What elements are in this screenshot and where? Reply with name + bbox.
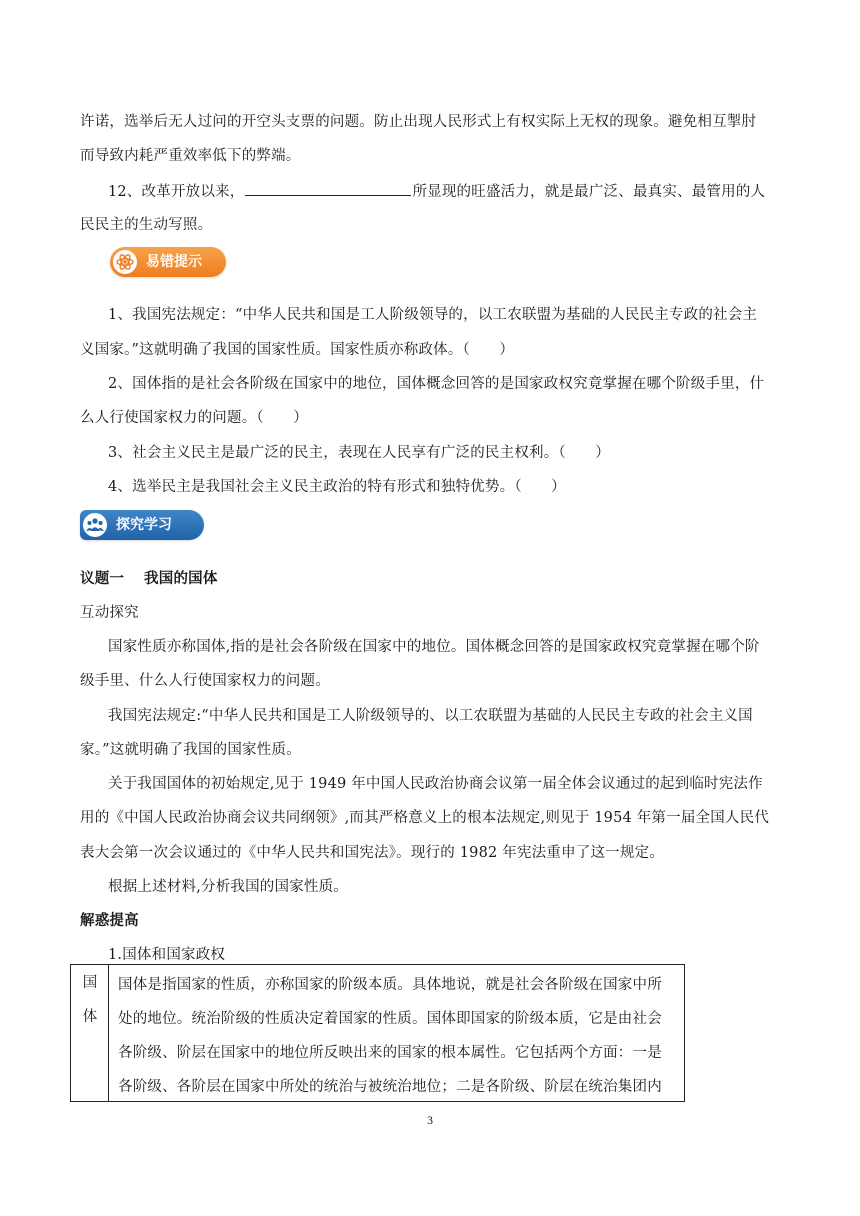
mistakes-badge-label: 易错提示 [146,254,202,270]
item-12-suffix: 所显现的旺盛活力，就是最广泛、最真实、最管用的人 [412,184,766,200]
section-title: 解惑提高 [80,913,139,929]
table-cell-line: 各阶级、各阶层在国家中所处的统治与被统治地位；二是各阶级、阶层在统治集团内 [118,1079,662,1095]
paragraph-3-line-2: 用的《中国人民政治协商会议共同纲领》,而其严格意义上的根本法规定,则见于 1954 年第一届全国人民代 [80,810,770,826]
paragraph-3-line-1: 关于我国国体的初始规定,见于 1949 年中国人民政治协商会议第一届全体会议通过的起到临时宪法作 [108,776,763,792]
item-12-line-2: 民民主的生动写照。 [80,217,213,233]
mistakes-badge [110,247,226,277]
mistake-1-line-2: 义国家。”这就明确了我国的国家性质。国家性质亦称政体。（ ） [80,342,515,358]
table-header-char-1: 国 [82,975,98,991]
table-header-char-2: 体 [82,1009,98,1025]
topic-subtitle: 互动探究 [80,605,139,621]
fill-in-blank[interactable] [245,181,411,196]
paragraph-2-line-2: 家。”这就明确了我国的国家性质。 [80,742,301,758]
item-12-prefix: 12、改革开放以来， [108,184,245,200]
table-divider [108,965,109,1101]
paragraph-4: 根据上述材料,分析我国的国家性质。 [108,879,349,895]
mistake-1-line-1: 1、我国宪法规定：“中华人民共和国是工人阶级领导的，以工农联盟为基础的人民民主专政的社会主 [108,307,758,323]
paragraph-1-line-1: 国家性质亦称国体,指的是社会各阶级在国家中的地位。国体概念回答的是国家政权究竟掌握在哪个阶 [108,639,760,655]
section-subtitle: 1.国体和国家政权 [108,947,226,963]
atom-icon [113,250,137,274]
topic-title: 议题一 我国的国体 [80,571,218,587]
page-number: 3 [427,1113,433,1127]
paragraph-1-line-2: 级手里、什么人行使国家权力的问题。 [80,673,330,689]
concept-table [70,964,685,1102]
paragraph-2-line-1: 我国宪法规定:“中华人民共和国是工人阶级领导的、以工农联盟为基础的人民民主专政的社会主义国 [108,708,753,724]
intro-line-2: 而导致内耗严重效率低下的弊端。 [80,148,301,164]
mistake-2-line-2: 么人行使国家权力的问题。（ ） [80,410,308,426]
explore-badge [80,510,204,540]
table-cell-line: 国体是指国家的性质，亦称国家的阶级本质。具体地说，就是社会各阶级在国家中所 [118,977,662,993]
explore-badge-label: 探究学习 [116,517,172,533]
table-cell-line: 各阶级、阶层在国家中的地位所反映出来的国家的根本属性。它包括两个方面：一是 [118,1045,662,1061]
table-cell-line: 处的地位。统治阶级的性质决定着国家的性质。国体即国家的阶级本质，它是由社会 [118,1011,662,1027]
intro-line-1: 许诺，选举后无人过问的开空头支票的问题。防止出现人民形式上有权实际上无权的现象。避免相互掣肘 [80,114,757,130]
paragraph-3-line-3: 表大会第一次会议通过的《中华人民共和国宪法》。现行的 1982 年宪法重申了这一规定。 [80,845,664,861]
item-12-line-1 [108,181,765,202]
mistake-3: 3、社会主义民主是最广泛的民主，表现在人民享有广泛的民主权利。（ ） [108,445,610,461]
group-icon [83,513,107,537]
mistake-4: 4、选举民主是我国社会主义民主政治的特有形式和独特优势。（ ） [108,479,566,495]
mistake-2-line-1: 2、国体指的是社会各阶级在国家中的地位，国体概念回答的是国家政权究竟掌握在哪个阶级手里，什 [108,376,765,392]
